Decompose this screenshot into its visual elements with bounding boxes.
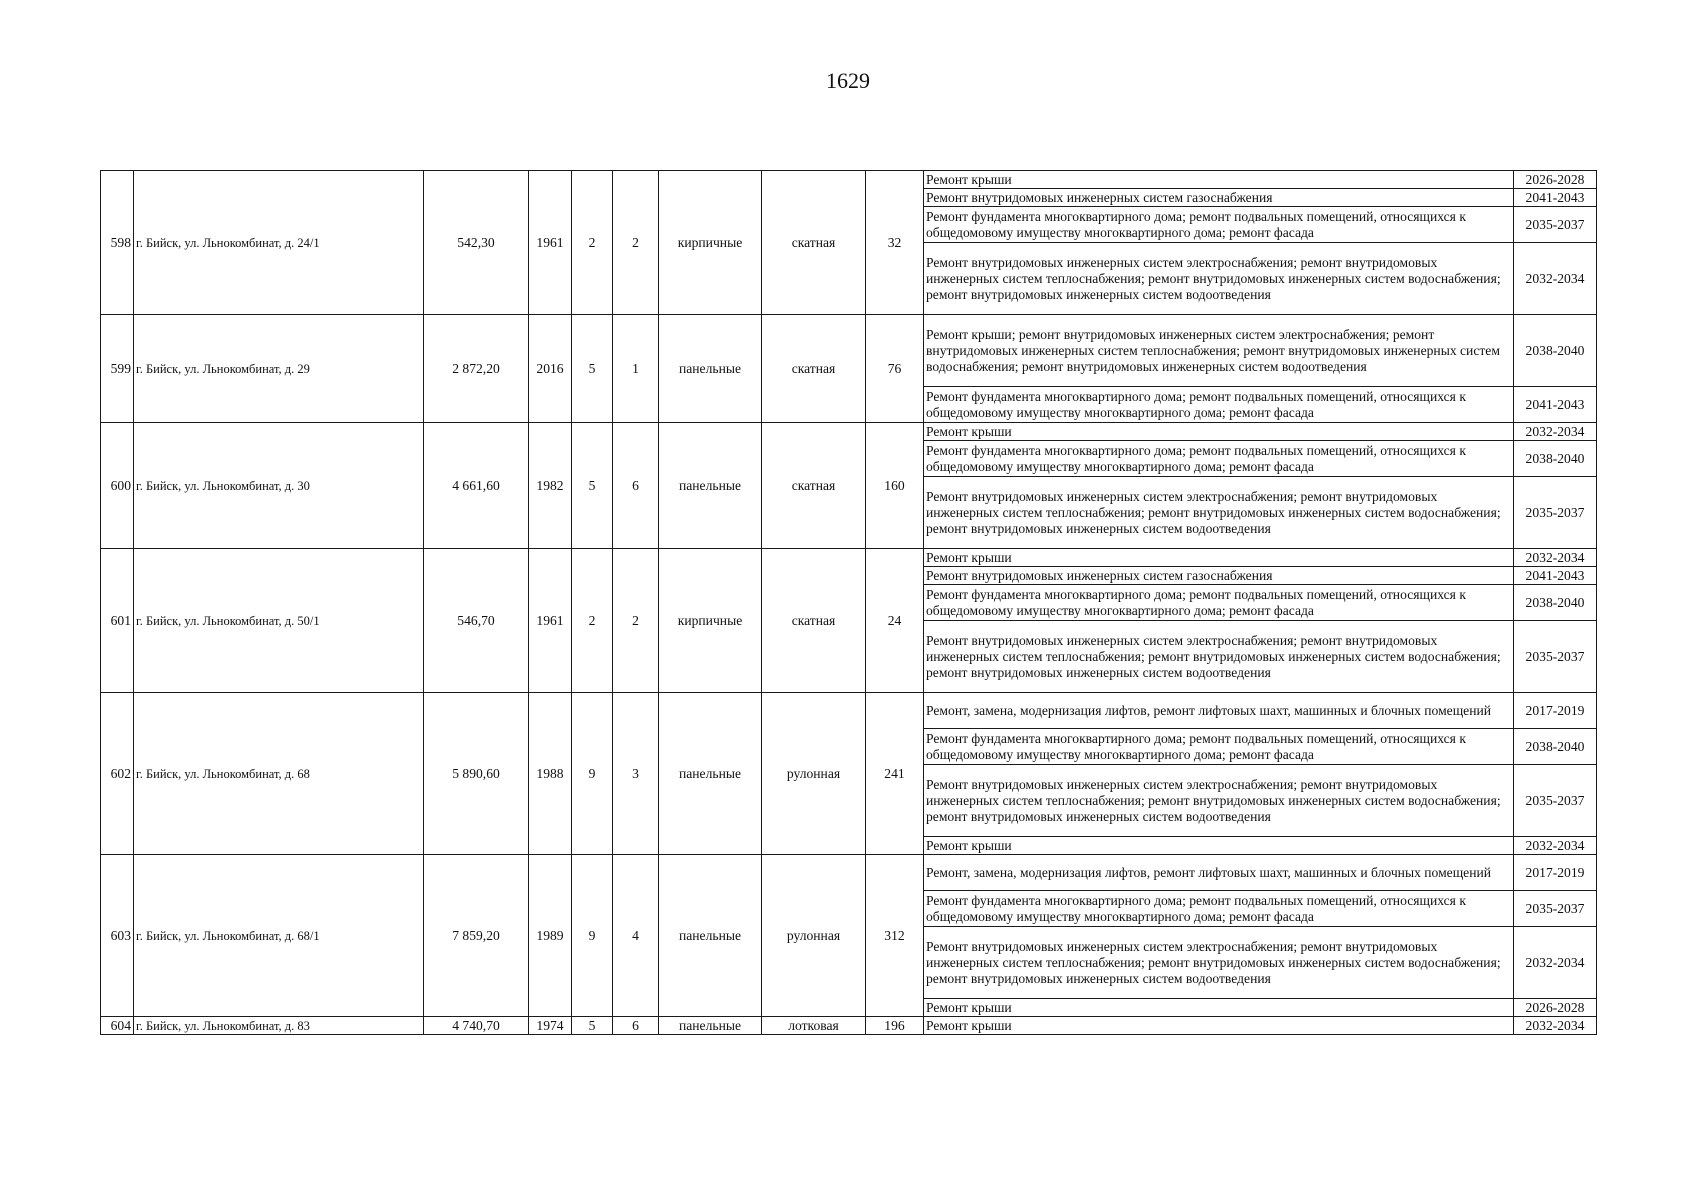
house-walls: панельные bbox=[659, 423, 762, 549]
work-description: Ремонт фундамента многоквартирного дома; ремонт подвальных помещений, относящихся к общедомовому имуществу многоквартирного дома; ремонт фасада bbox=[924, 207, 1514, 243]
work-period: 2032-2034 bbox=[1514, 243, 1597, 315]
house-number: 599 bbox=[101, 315, 134, 423]
house-area: 4 661,60 bbox=[424, 423, 529, 549]
work-period: 2041-2043 bbox=[1514, 189, 1597, 207]
house-address: г. Бийск, ул. Льнокомбинат, д. 83 bbox=[134, 1017, 424, 1035]
work-description: Ремонт фундамента многоквартирного дома; ремонт подвальных помещений, относящихся к общедомовому имуществу многоквартирного дома; ремонт фасада bbox=[924, 729, 1514, 765]
work-period: 2038-2040 bbox=[1514, 585, 1597, 621]
house-area: 5 890,60 bbox=[424, 693, 529, 855]
house-floors: 5 bbox=[572, 423, 613, 549]
work-period: 2032-2034 bbox=[1514, 927, 1597, 999]
house-entrances: 4 bbox=[613, 855, 659, 1017]
work-description: Ремонт фундамента многоквартирного дома; ремонт подвальных помещений, относящихся к общедомовому имуществу многоквартирного дома; ремонт фасада bbox=[924, 891, 1514, 927]
capital-repair-table bbox=[100, 170, 1597, 1035]
work-period: 2035-2037 bbox=[1514, 621, 1597, 693]
house-roof: лотковая bbox=[762, 1017, 866, 1035]
work-description: Ремонт внутридомовых инженерных систем электроснабжения; ремонт внутридомовых инженерных систем теплоснабжения; ремонт внутридомовых инженерных систем водоснабжения; ремонт внутридомовых инженерных систем водоотведения bbox=[924, 927, 1514, 999]
work-description: Ремонт крыши bbox=[924, 1017, 1514, 1035]
work-description: Ремонт внутридомовых инженерных систем газоснабжения bbox=[924, 567, 1514, 585]
house-number: 604 bbox=[101, 1017, 134, 1035]
house-roof: скатная bbox=[762, 315, 866, 423]
house-address: г. Бийск, ул. Льнокомбинат, д. 24/1 bbox=[134, 171, 424, 315]
house-entrances: 2 bbox=[613, 549, 659, 693]
work-description: Ремонт внутридомовых инженерных систем электроснабжения; ремонт внутридомовых инженерных систем теплоснабжения; ремонт внутридомовых инженерных систем водоснабжения; ремонт внутридомовых инженерных систем водоотведения bbox=[924, 765, 1514, 837]
house-number: 602 bbox=[101, 693, 134, 855]
work-description: Ремонт крыши bbox=[924, 999, 1514, 1017]
work-description: Ремонт внутридомовых инженерных систем электроснабжения; ремонт внутридомовых инженерных систем теплоснабжения; ремонт внутридомовых инженерных систем водоснабжения; ремонт внутридомовых инженерных систем водоотведения bbox=[924, 621, 1514, 693]
house-residents: 24 bbox=[866, 549, 924, 693]
work-description: Ремонт фундамента многоквартирного дома; ремонт подвальных помещений, относящихся к общедомовому имуществу многоквартирного дома; ремонт фасада bbox=[924, 387, 1514, 423]
work-period: 2032-2034 bbox=[1514, 423, 1597, 441]
house-area: 542,30 bbox=[424, 171, 529, 315]
house-address: г. Бийск, ул. Льнокомбинат, д. 68/1 bbox=[134, 855, 424, 1017]
table-row bbox=[101, 171, 1597, 189]
house-residents: 160 bbox=[866, 423, 924, 549]
work-description: Ремонт внутридомовых инженерных систем электроснабжения; ремонт внутридомовых инженерных систем теплоснабжения; ремонт внутридомовых инженерных систем водоснабжения; ремонт внутридомовых инженерных систем водоотведения bbox=[924, 243, 1514, 315]
house-number: 603 bbox=[101, 855, 134, 1017]
work-period: 2038-2040 bbox=[1514, 441, 1597, 477]
work-period: 2026-2028 bbox=[1514, 171, 1597, 189]
work-period: 2035-2037 bbox=[1514, 765, 1597, 837]
house-walls: панельные bbox=[659, 855, 762, 1017]
house-number: 598 bbox=[101, 171, 134, 315]
house-number: 601 bbox=[101, 549, 134, 693]
work-description: Ремонт фундамента многоквартирного дома; ремонт подвальных помещений, относящихся к общедомовому имуществу многоквартирного дома; ремонт фасада bbox=[924, 441, 1514, 477]
work-period: 2041-2043 bbox=[1514, 567, 1597, 585]
house-entrances: 2 bbox=[613, 171, 659, 315]
work-period: 2032-2034 bbox=[1514, 549, 1597, 567]
house-floors: 5 bbox=[572, 1017, 613, 1035]
house-residents: 196 bbox=[866, 1017, 924, 1035]
table-row bbox=[101, 315, 1597, 387]
house-residents: 241 bbox=[866, 693, 924, 855]
house-residents: 32 bbox=[866, 171, 924, 315]
house-year: 1961 bbox=[529, 549, 572, 693]
house-year: 1989 bbox=[529, 855, 572, 1017]
house-walls: кирпичные bbox=[659, 171, 762, 315]
work-description: Ремонт внутридомовых инженерных систем газоснабжения bbox=[924, 189, 1514, 207]
house-roof: рулонная bbox=[762, 693, 866, 855]
house-entrances: 3 bbox=[613, 693, 659, 855]
work-description: Ремонт крыши bbox=[924, 423, 1514, 441]
house-year: 1988 bbox=[529, 693, 572, 855]
house-walls: кирпичные bbox=[659, 549, 762, 693]
house-address: г. Бийск, ул. Льнокомбинат, д. 50/1 bbox=[134, 549, 424, 693]
house-entrances: 6 bbox=[613, 423, 659, 549]
work-period: 2017-2019 bbox=[1514, 855, 1597, 891]
house-number: 600 bbox=[101, 423, 134, 549]
work-description: Ремонт фундамента многоквартирного дома; ремонт подвальных помещений, относящихся к общедомовому имуществу многоквартирного дома; ремонт фасада bbox=[924, 585, 1514, 621]
house-floors: 9 bbox=[572, 855, 613, 1017]
work-period: 2038-2040 bbox=[1514, 315, 1597, 387]
work-period: 2035-2037 bbox=[1514, 477, 1597, 549]
house-walls: панельные bbox=[659, 693, 762, 855]
house-year: 1974 bbox=[529, 1017, 572, 1035]
house-address: г. Бийск, ул. Льнокомбинат, д. 30 bbox=[134, 423, 424, 549]
work-description: Ремонт внутридомовых инженерных систем электроснабжения; ремонт внутридомовых инженерных систем теплоснабжения; ремонт внутридомовых инженерных систем водоснабжения; ремонт внутридомовых инженерных систем водоотведения bbox=[924, 477, 1514, 549]
house-roof: скатная bbox=[762, 549, 866, 693]
house-area: 546,70 bbox=[424, 549, 529, 693]
table-row bbox=[101, 1017, 1597, 1035]
house-year: 1961 bbox=[529, 171, 572, 315]
house-residents: 312 bbox=[866, 855, 924, 1017]
house-roof: рулонная bbox=[762, 855, 866, 1017]
house-area: 4 740,70 bbox=[424, 1017, 529, 1035]
table-row bbox=[101, 423, 1597, 441]
table-row bbox=[101, 549, 1597, 567]
work-description: Ремонт крыши bbox=[924, 837, 1514, 855]
house-address: г. Бийск, ул. Льнокомбинат, д. 68 bbox=[134, 693, 424, 855]
house-year: 2016 bbox=[529, 315, 572, 423]
house-area: 2 872,20 bbox=[424, 315, 529, 423]
page-number: 1629 bbox=[826, 68, 870, 93]
house-walls: панельные bbox=[659, 315, 762, 423]
house-floors: 9 bbox=[572, 693, 613, 855]
table-row bbox=[101, 855, 1597, 891]
work-period: 2017-2019 bbox=[1514, 693, 1597, 729]
house-walls: панельные bbox=[659, 1017, 762, 1035]
work-description: Ремонт крыши; ремонт внутридомовых инженерных систем электроснабжения; ремонт внутридомовых инженерных систем теплоснабжения; ремонт внутридомовых инженерных систем водоснабжения; ремонт внутридомовых инженерных систем водоотведения bbox=[924, 315, 1514, 387]
work-period: 2041-2043 bbox=[1514, 387, 1597, 423]
work-period: 2038-2040 bbox=[1514, 729, 1597, 765]
house-floors: 2 bbox=[572, 549, 613, 693]
work-period: 2035-2037 bbox=[1514, 891, 1597, 927]
work-period: 2032-2034 bbox=[1514, 837, 1597, 855]
work-description: Ремонт, замена, модернизация лифтов, ремонт лифтовых шахт, машинных и блочных помещений bbox=[924, 693, 1514, 729]
work-period: 2026-2028 bbox=[1514, 999, 1597, 1017]
table-row bbox=[101, 693, 1597, 729]
house-entrances: 6 bbox=[613, 1017, 659, 1035]
work-description: Ремонт, замена, модернизация лифтов, ремонт лифтовых шахт, машинных и блочных помещений bbox=[924, 855, 1514, 891]
house-area: 7 859,20 bbox=[424, 855, 529, 1017]
house-floors: 2 bbox=[572, 171, 613, 315]
house-residents: 76 bbox=[866, 315, 924, 423]
house-address: г. Бийск, ул. Льнокомбинат, д. 29 bbox=[134, 315, 424, 423]
house-roof: скатная bbox=[762, 171, 866, 315]
work-description: Ремонт крыши bbox=[924, 171, 1514, 189]
house-year: 1982 bbox=[529, 423, 572, 549]
work-period: 2032-2034 bbox=[1514, 1017, 1597, 1035]
house-entrances: 1 bbox=[613, 315, 659, 423]
house-roof: скатная bbox=[762, 423, 866, 549]
work-description: Ремонт крыши bbox=[924, 549, 1514, 567]
work-period: 2035-2037 bbox=[1514, 207, 1597, 243]
house-floors: 5 bbox=[572, 315, 613, 423]
